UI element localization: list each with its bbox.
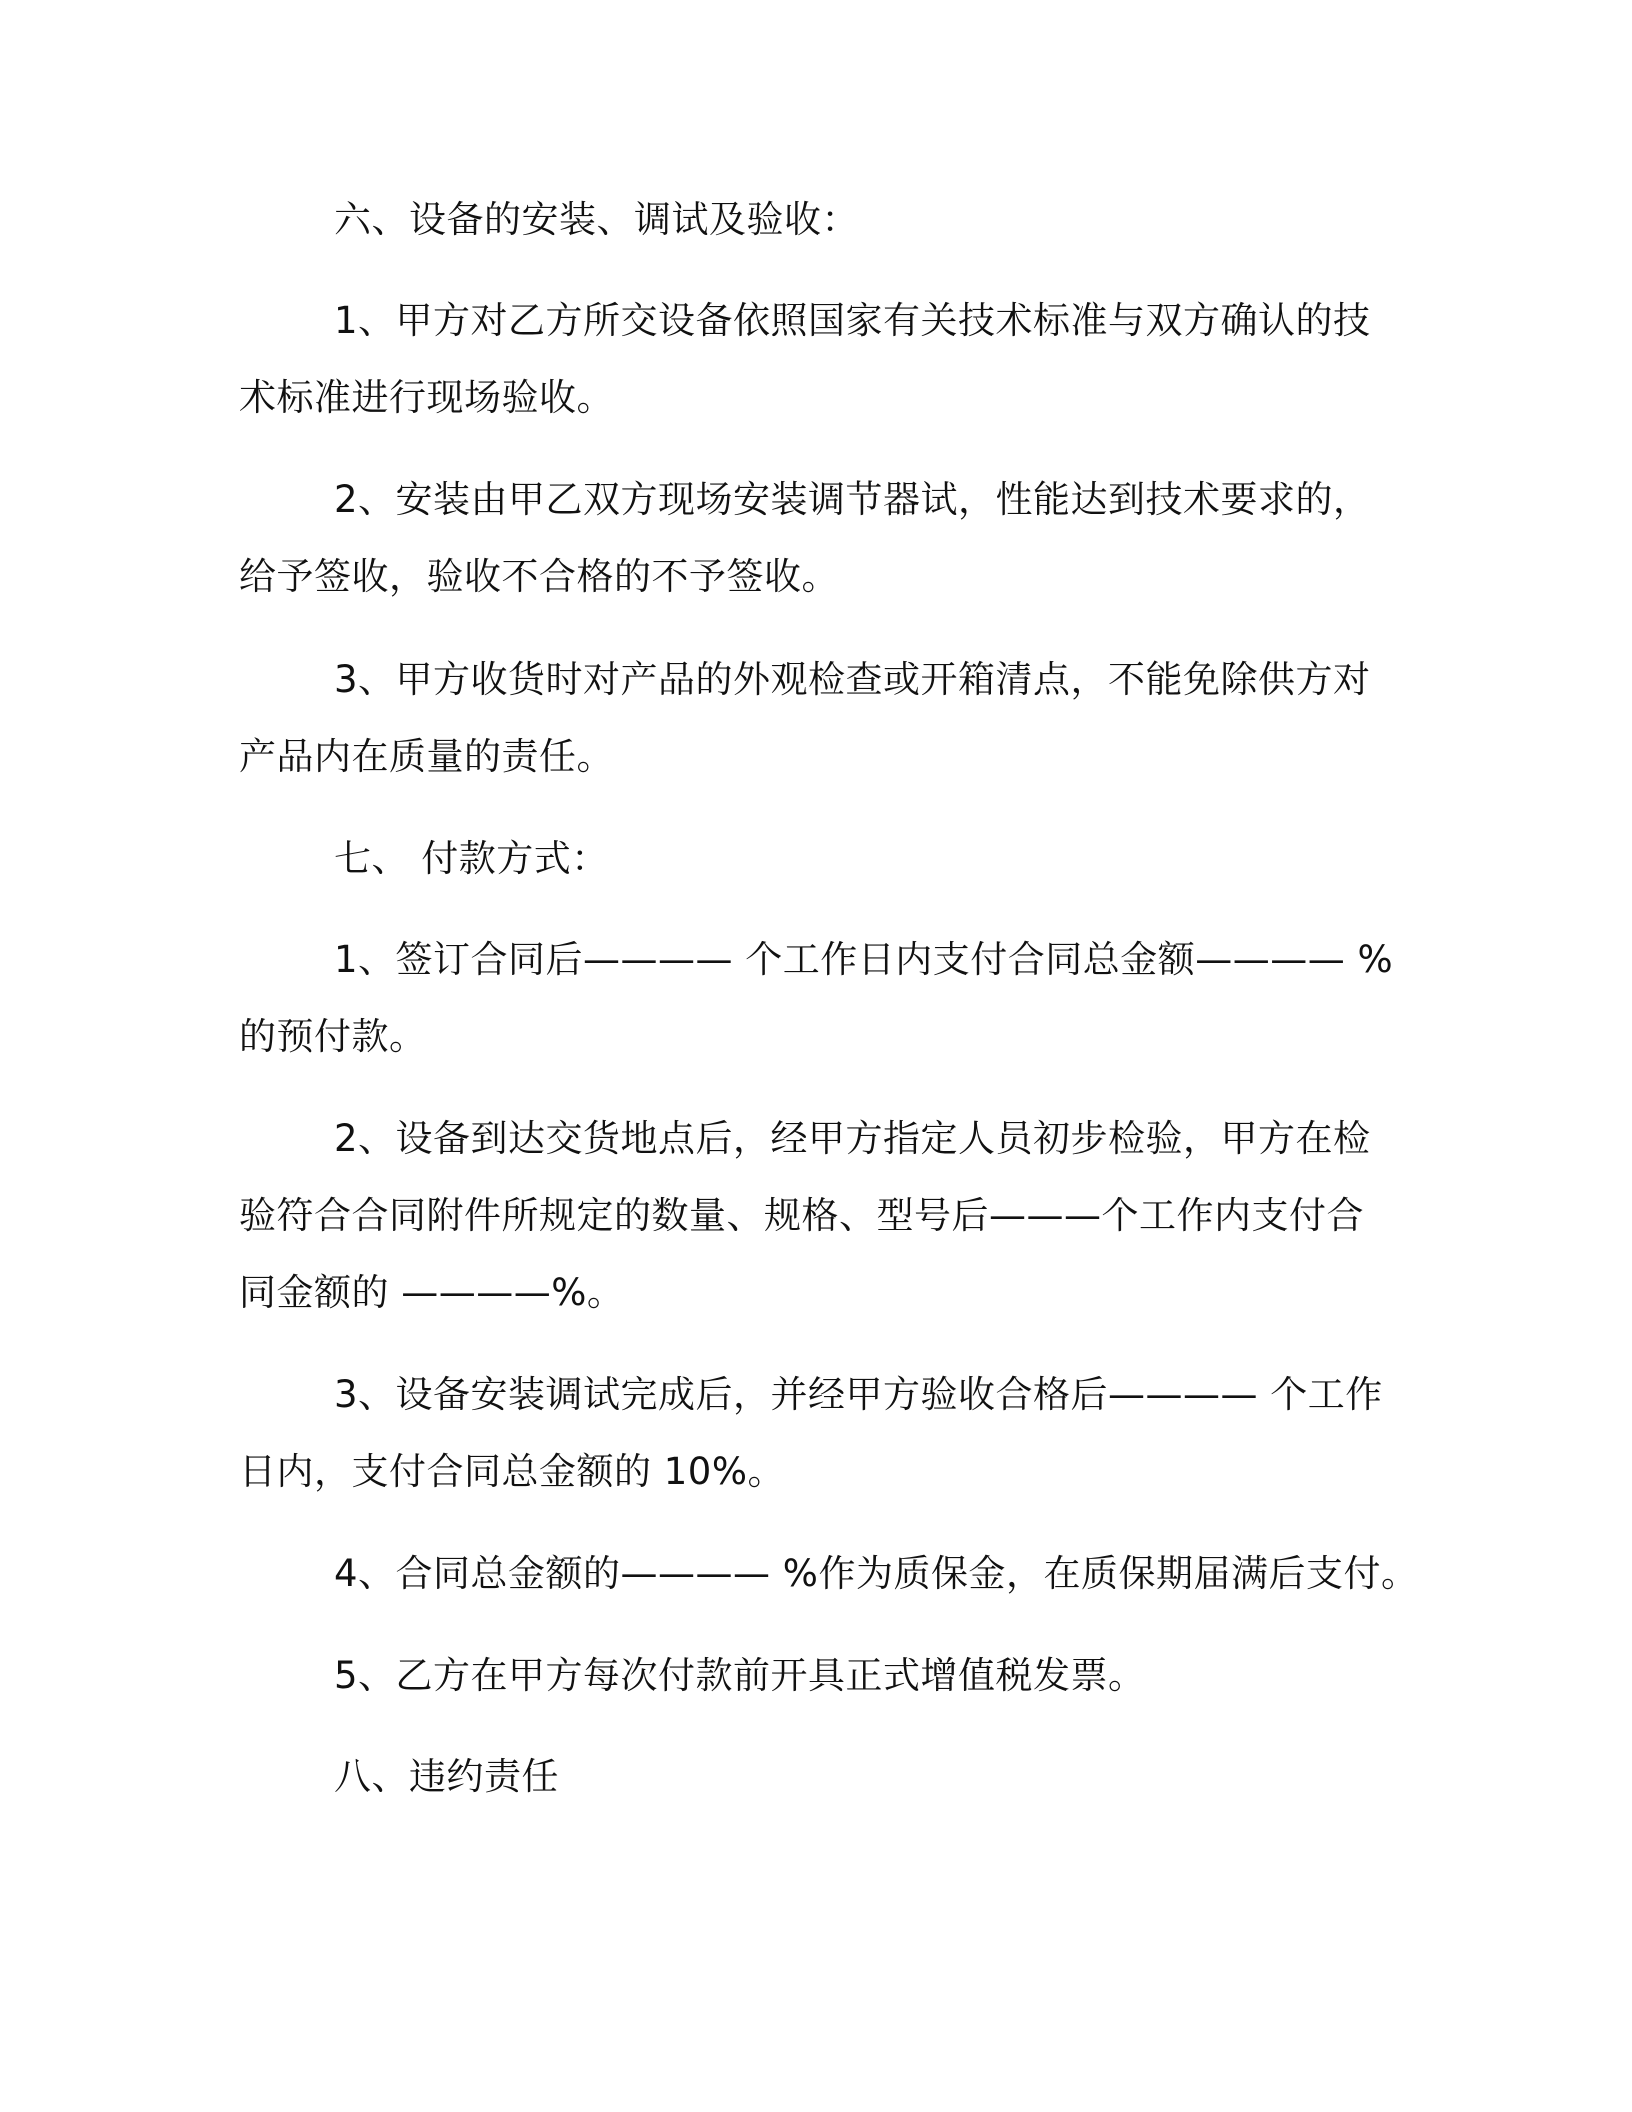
s6-item-3-line-2: 产品内在质量的责任。 [239, 735, 614, 778]
s7-item-2-line-2: 验符合合同附件所规定的数量、规格、型号后———个工作内支付合 [239, 1194, 1364, 1237]
s6-item-1-line-1: 1、甲方对乙方所交设备依照国家有关技术标准与双方确认的技 [334, 299, 1371, 342]
s7-item-1-line-2: 的预付款。 [239, 1015, 427, 1058]
s7-item-1-line-1: 1、签订合同后———— 个工作日内支付合同总金额———— % [334, 938, 1394, 981]
section-6-heading: 六、设备的安装、调试及验收： [334, 198, 859, 241]
s7-item-2-line-1: 2、设备到达交货地点后，经甲方指定人员初步检验，甲方在检 [334, 1117, 1371, 1160]
s7-item-4-line-1: 4、合同总金额的———— %作为质保金，在质保期届满后支付。 [334, 1552, 1419, 1595]
s6-item-1-line-2: 术标准进行现场验收。 [239, 376, 614, 419]
s6-item-3-line-1: 3、甲方收货时对产品的外观检查或开箱清点，不能免除供方对 [334, 658, 1371, 701]
section-7-heading: 七、 付款方式： [334, 837, 609, 880]
s7-item-3-line-1: 3、设备安装调试完成后，并经甲方验收合格后———— 个工作 [334, 1373, 1383, 1416]
s7-item-3-line-2: 日内，支付合同总金额的 10%。 [239, 1450, 785, 1493]
s7-item-2-line-3: 同金额的 ————%。 [239, 1271, 625, 1314]
s7-item-5-line-1: 5、乙方在甲方每次付款前开具正式增值税发票。 [334, 1654, 1146, 1697]
s6-item-2-line-2: 给予签收，验收不合格的不予签收。 [239, 555, 839, 598]
section-8-heading: 八、违约责任 [334, 1755, 559, 1798]
s6-item-2-line-1: 2、安装由甲乙双方现场安装调节器试，性能达到技术要求的， [334, 478, 1371, 521]
